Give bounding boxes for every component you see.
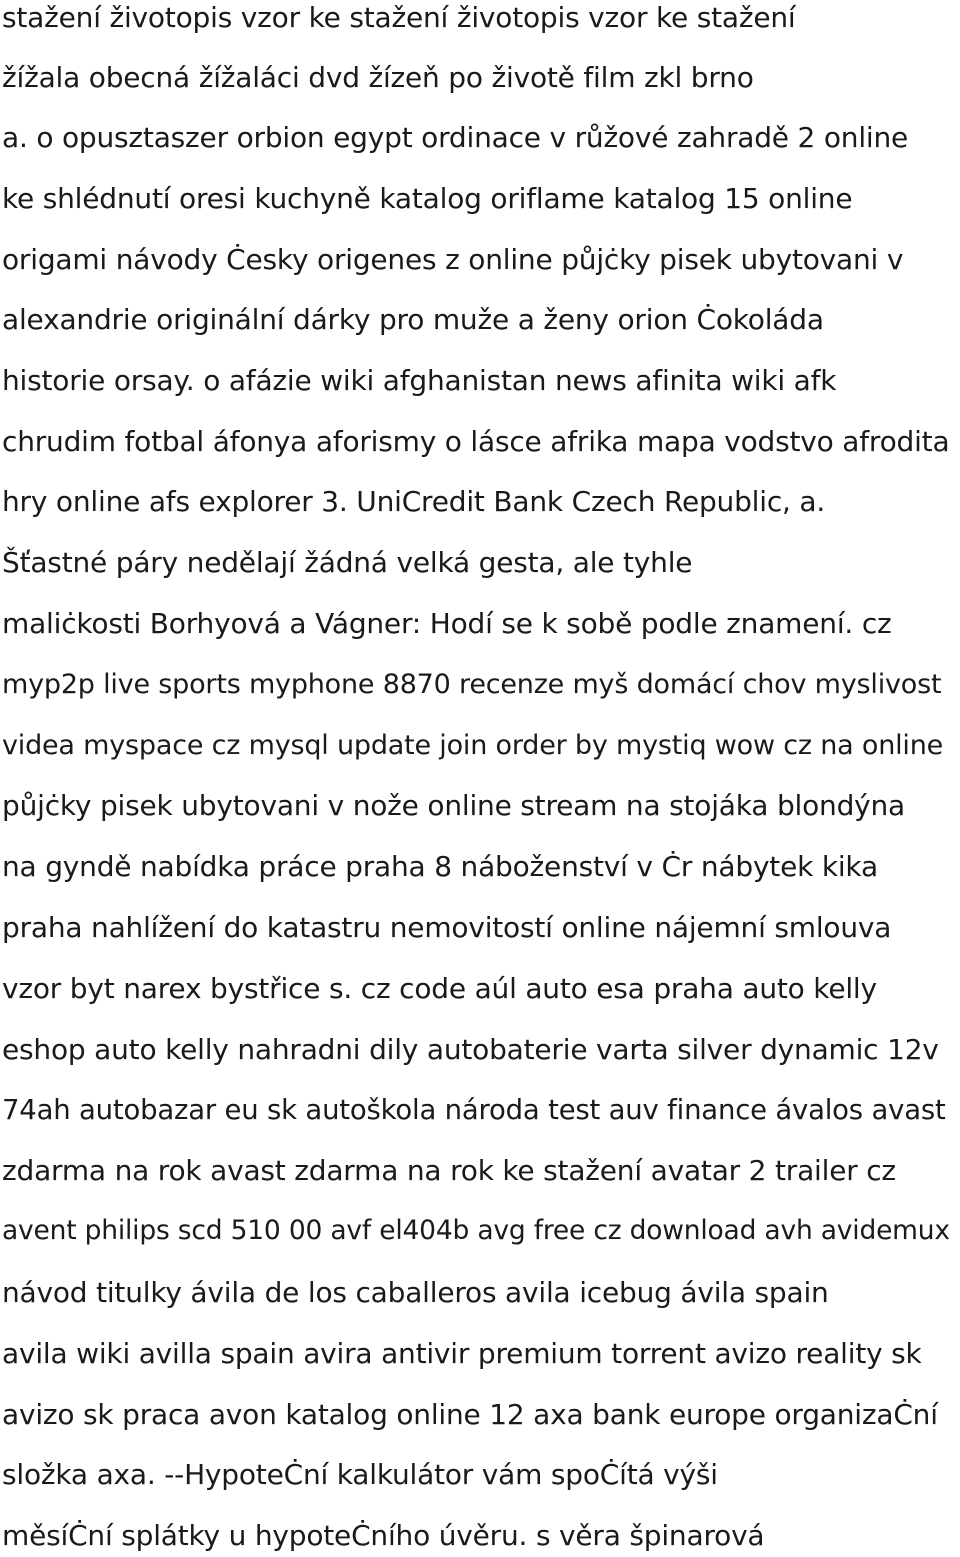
text-line: žížala obecná žížaláci dvd žízeň po životě film zkl brno [2, 61, 754, 94]
text-line: a. o opusztaszer orbion egypt ordinace v růžové zahradě 2 online [2, 121, 909, 154]
text-line: ke shlédnutí oresi kuchyně katalog oriflame katalog 15 online [2, 182, 853, 215]
text-line: zdarma na rok avast zdarma na rok ke stažení avatar 2 trailer cz [2, 1154, 896, 1187]
text-line: 74ah autobazar eu sk autoškola národa test auv finance ávalos avast [2, 1094, 946, 1126]
text-line: na gyndě nabídka práce praha 8 náboženství v Ċr nábytek kika [2, 850, 878, 883]
text-line: Šťastné páry nedělají žádná velká gesta, ale tyhle [2, 546, 693, 579]
text-line: videa myspace cz mysql update join order by mystiq wow cz na online [2, 730, 944, 761]
text-line: historie orsay. o afázie wiki afghanistan news afinita wiki afk [2, 364, 837, 397]
text-line: půjċky pisek ubytovani v nože online stream na stojáka blondýna [2, 789, 906, 822]
text-line: avent philips scd 510 00 avf el404b avg free cz download avh avidemux [2, 1215, 950, 1246]
text-line: hry online afs explorer 3. UniCredit Bank Czech Republic, a. [2, 485, 826, 518]
text-line: avila wiki avilla spain avira antivir premium torrent avizo reality sk [2, 1337, 922, 1370]
text-line: myp2p live sports myphone 8870 recenze myš domácí chov myslivost [2, 669, 942, 700]
text-line: alexandrie originální dárky pro muže a ženy orion Ċokoláda [2, 303, 824, 336]
text-line: vzor byt narex bystřice s. cz code aúl auto esa praha auto kelly [2, 972, 877, 1005]
text-line: návod titulky ávila de los caballeros avila icebug ávila spain [2, 1276, 829, 1309]
text-line: složka axa. --HypoteĊní kalkulátor vám spoĊítá výši [2, 1458, 718, 1491]
text-line: origami návody Ċesky origenes z online půjċky pisek ubytovani v [2, 243, 904, 276]
text-line: měsíĊní splátky u hypoteĊního úvěru. s věra špinarová [2, 1519, 765, 1552]
text-line: stažení životopis vzor ke stažení životopis vzor ke stažení [2, 1, 796, 34]
text-line: avizo sk praca avon katalog online 12 axa bank europe organizaĊní [2, 1398, 938, 1431]
text-line: eshop auto kelly nahradni dily autobaterie varta silver dynamic 12v [2, 1033, 939, 1066]
text-line: praha nahlížení do katastru nemovitostí online nájemní smlouva [2, 911, 892, 944]
text-line: maliċkosti Borhyová a Vágner: Hodí se k sobě podle znamení. cz [2, 607, 892, 640]
text-line: chrudim fotbal áfonya aforismy o lásce afrika mapa vodstvo afrodita [2, 425, 950, 458]
